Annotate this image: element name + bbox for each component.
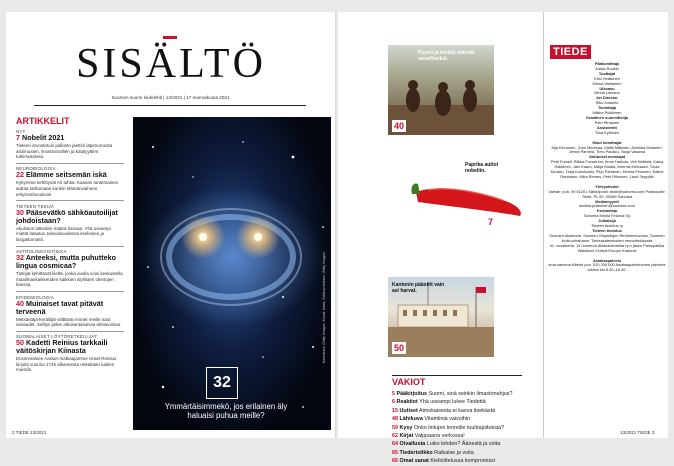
vakiot-title: Kysy — [399, 424, 413, 431]
vakiot-page-number: 62 — [392, 433, 398, 440]
vakiot-text: Yhä useampi lukee Tiedettä — [419, 399, 486, 406]
masthead-heading: Graafinen suunnittelija — [585, 114, 629, 120]
article-item — [16, 246, 124, 288]
vakiot-text: Valppaana verkossa! — [414, 433, 465, 440]
masthead-divider — [543, 12, 544, 438]
article-heading[interactable] — [16, 134, 124, 142]
vakiot-list — [392, 390, 527, 466]
masthead-value: 41. vuosikerta, 14 numeroa Aikakausmedia ry:n jäsen Painopaikka Walstead Central Europe Krakova — [549, 242, 665, 253]
vakiot-page-number: 66 — [392, 458, 398, 465]
photo-page-2: 7 — [488, 217, 494, 227]
masthead-value: Tiina Kyllönen — [594, 129, 620, 135]
right-footer: 13/2021 TIEDE 3 — [620, 430, 655, 435]
masthead-heading: Tieteen tiedotus — [592, 228, 622, 233]
vakiot-title: Kirjat — [399, 433, 414, 440]
vakiot-item[interactable] — [392, 432, 527, 440]
masthead-entry — [548, 244, 666, 259]
vakiot-text: Suomi, sinä seinkin ilmastonahjus? — [428, 391, 513, 397]
vakiot-text: Kielloittelussa kompromissi — [430, 458, 496, 465]
vakiot-item[interactable] — [392, 415, 527, 423]
article-description: Akuliston latteiden määrä kasvaa. Yhä useampi miettä latautuu tulevaisuudessa itsekseen ja langattomasti. — [16, 225, 111, 242]
vakiot-title: Pääkirjoitus — [396, 391, 428, 397]
article-separator — [16, 200, 124, 201]
masthead-value: Minna Larsson — [594, 90, 620, 96]
masthead-heading: Vakituiset avustajat — [588, 154, 626, 160]
masthead-value: Aija Kinnunen, Juho Merimaa, Mattii Mäkinen, Annikka Mutanen, Jenna Parnela, Timo Paukku, Tanja Vasama — [551, 144, 663, 155]
photo-page-1: 40 — [394, 121, 405, 131]
article-heading[interactable] — [16, 300, 124, 316]
article-description: Kykymme kehittyvät eri tahtia. Kaavan tuntemainen auttaa tarttumaan kunkin elämänvaiheen erityisvahvuuksiin. — [16, 180, 119, 197]
title-rule — [34, 105, 306, 106]
right-page — [338, 12, 668, 465]
article-separator — [16, 331, 124, 332]
article-description: Metsästäjä-keräilijät välttävät monet meille tutut sairaudet. Selitys piilee alkukantaisessa elintavoissa. — [16, 316, 122, 328]
masthead-value: Jukka Ruukki — [595, 65, 619, 71]
vakiot-title: Tiederistikko — [399, 449, 433, 456]
vakiot-item[interactable] — [392, 407, 527, 415]
vakiot-title: Uutiset — [399, 407, 418, 414]
masthead-heading: Kustantaja — [597, 208, 617, 214]
vakiot-page-number: 6 — [392, 399, 395, 406]
article-title: Elämme seitsemän iskä — [26, 170, 107, 180]
article-item — [16, 163, 124, 197]
masthead-heading: Art Director — [596, 95, 618, 101]
article-title: Muinaiset tavat pitävät terveenä — [16, 298, 104, 316]
vakiot-title: Oivallusta — [399, 441, 426, 448]
article-description: Tieteen arvostetuin palkinto jaettiin läpimurroista aistimusten, ilmastomallien ja katalyyttien tutkimuksissa. — [16, 143, 113, 160]
dateline: Suomen suurin tiedelehti | 13/2021 | 17 marraskuuta 2021 — [111, 95, 230, 100]
vakiot-text: Luiko lehden? Äänestä ja voita — [426, 441, 501, 448]
vakiot-item[interactable] — [392, 449, 527, 457]
article-category: NEUROBIOLOGIA — [16, 166, 56, 172]
vakiot-title: Omat sanat — [399, 458, 429, 465]
article-separator — [16, 246, 124, 247]
vakiot-text: Ratkaise ja voita — [434, 449, 474, 456]
masthead-value: Vaihde: puh. 09 61201 Sähköposti: tiede@sanoma.com Postiosoite: Tiede, PL 60, 00089 Sanoma — [548, 188, 666, 199]
photo-caption-1: Pyynti ja keräily tekevät onnelliseksi. — [418, 50, 475, 62]
title-accent-bar — [163, 36, 177, 39]
vakiot-item[interactable] — [392, 390, 527, 398]
vakiot-text: Aimokaisesta ei kasva itsekästä — [418, 407, 496, 414]
photo-caption-3: Kantonin päästöt vain asi harvat. — [392, 282, 445, 294]
vakiot-rule — [392, 375, 522, 376]
article-category: TIETEEN TEKIJÄ — [16, 203, 55, 209]
masthead — [548, 62, 666, 273]
masthead-value: Tieteen tiedotus ry — [591, 223, 623, 229]
masthead-value: Suomen Akatemia, Suomen Yliopistojen Rehtorineuvosto, Suomen Kulttuurirahasto, Tiedeakatemioiden neuvottelukunta — [549, 232, 665, 243]
article-item — [16, 200, 124, 242]
article-separator — [16, 291, 124, 292]
article-heading[interactable] — [16, 171, 124, 179]
vakiot-text: Onko lintujen lennolle tuulirajoituksia? — [413, 424, 505, 431]
vakiot-item[interactable] — [392, 440, 527, 448]
article-title: Anteeksi, mutta puhutteko lingua cosmicaa? — [16, 253, 116, 271]
masthead-heading: Assistentti — [597, 124, 617, 130]
masthead-value: Riku Koskelo — [595, 100, 619, 106]
vakiot-page-number: 59 — [392, 424, 398, 431]
masthead-heading: Asiakaspalvelu — [592, 257, 622, 263]
masthead-heading: Tuottajat — [598, 70, 616, 76]
cover-caption: Ymmärtäisimmekö, jos erilainen äly haluaisi puhua meille? — [164, 402, 288, 420]
masthead-value: Minna Vartiainen — [592, 80, 622, 86]
chili-pepper-photo — [408, 172, 528, 222]
cover-page-number: 32 — [206, 367, 238, 399]
article-page-number: 7 — [16, 133, 20, 142]
masthead-heading: Muut toimittajat — [592, 139, 622, 145]
masthead-entry — [548, 155, 666, 185]
section-title-vakiot: VAKIOT — [392, 377, 426, 387]
page-title: SISÄLTÖ — [76, 41, 266, 87]
article-item — [16, 291, 124, 328]
section-title-artikkelit: ARTIKKELIT — [16, 116, 70, 126]
masthead-heading: Päätoimittaja — [594, 61, 620, 66]
vakiot-text: Vitamiinia vaivoihin — [424, 416, 471, 423]
article-page-number: 32 — [16, 253, 24, 263]
vakiot-item[interactable] — [392, 424, 527, 432]
masthead-value: oma.sanoma.fi/tiede puh. 020 339 000 Asiakaspalvelumme palvelee arkisin klo 8.30–16.30. — [548, 262, 666, 273]
vakiot-title: Reaktiot — [396, 399, 418, 406]
article-category: ASTROLINGVISTIIKKA — [16, 249, 67, 255]
photo-caption-2: Paprika auttoi nobeliin. — [465, 162, 499, 174]
masthead-value: Kirsi Heikkinen — [594, 75, 620, 81]
article-page-number: 50 — [16, 338, 24, 348]
masthead-heading: Toimittaja — [597, 105, 617, 111]
photo-page-3: 50 — [394, 343, 405, 353]
masthead-logo: TIEDE — [550, 45, 591, 59]
masthead-heading: Ulkoasu — [599, 85, 615, 91]
article-title: Pääsevätkö sähköautoilijat johdoistaan? — [16, 207, 118, 225]
left-footer: 2 TIEDE 13/2021 — [12, 430, 47, 435]
vakiot-page-number: 15 — [392, 407, 398, 414]
article-separator — [16, 163, 124, 164]
article-item — [16, 129, 124, 160]
vakiot-item[interactable] — [392, 398, 527, 406]
vakiot-item[interactable] — [392, 457, 527, 465]
masthead-entry — [548, 185, 666, 200]
article-item — [16, 331, 124, 373]
vakiot-page-number: 48 — [392, 416, 398, 423]
vakiot-page-number: 5 — [392, 391, 395, 397]
articles-list — [16, 129, 124, 373]
masthead-heading: Yhteystiedot — [595, 183, 619, 189]
article-category: SUOMALAISET LÖYTÖRETKEILIJÄT — [16, 334, 98, 340]
article-description: Tutkijat kehittävät kieltä, jonka avulla voisi keskustella maailmankaikkeuden kaikkien älyllisten olentojen kanssa. — [16, 271, 123, 288]
masthead-value: Petri Rintanen — [594, 119, 620, 125]
left-page — [6, 12, 335, 438]
article-title: Nobelit 2021 — [22, 133, 65, 142]
masthead-heading: Mediamyynti — [595, 198, 619, 204]
masthead-entry — [548, 126, 666, 141]
vakiot-title: Lähikuva — [399, 416, 423, 423]
vakiot-page-number: 65 — [392, 449, 398, 456]
masthead-entry — [548, 259, 666, 274]
article-heading[interactable] — [16, 339, 124, 355]
article-page-number: 40 — [16, 298, 24, 308]
masthead-value: sinikka.pulkkinen@sanoma.com — [579, 203, 635, 209]
masthead-entry — [548, 141, 666, 156]
article-title: Kadetti Reinius tarkkaili väitöskirjan Kiinasta — [16, 338, 108, 356]
masthead-value: Miikka Pulkkinen — [592, 110, 622, 116]
article-heading[interactable] — [16, 209, 124, 225]
vakiot-page-number: 64 — [392, 441, 398, 448]
article-description: Ensimmäinen Aasian-matkaajamme Israel Reinius kirjoitti vuonna 1745 alkaneesta retkeltään kaiken muistiin. — [16, 356, 117, 373]
article-category: EPIDEMIOLOGIA — [16, 294, 55, 300]
masthead-heading: Julkaisija — [598, 218, 616, 224]
article-page-number: 30 — [16, 207, 24, 217]
article-category: NYT — [16, 129, 26, 134]
masthead-entry — [548, 229, 666, 244]
photo-credit: Kansikuva: Getty Images. Kuvat: Nasa, Gallerymeduuri, Getty Images — [322, 252, 326, 364]
masthead-value: Sanoma Media Finland Oy — [583, 213, 631, 219]
article-page-number: 22 — [16, 170, 24, 180]
masthead-value: Petri Forsell, Riikka Forsström, Anne Halkola, Veli Heikkilä, Kaisa Häkkinen, Jani Kaaro, Maija Karala, Artemis Kelosaari, Tuula Kousku, Tarja Kuusikoski, Pirjo Partanen, Henna Pesonen, Kalevi Rantanen, Mika Remes, Petri Riikonen, Lauri Seppälä — [550, 159, 664, 179]
article-heading[interactable] — [16, 254, 124, 270]
